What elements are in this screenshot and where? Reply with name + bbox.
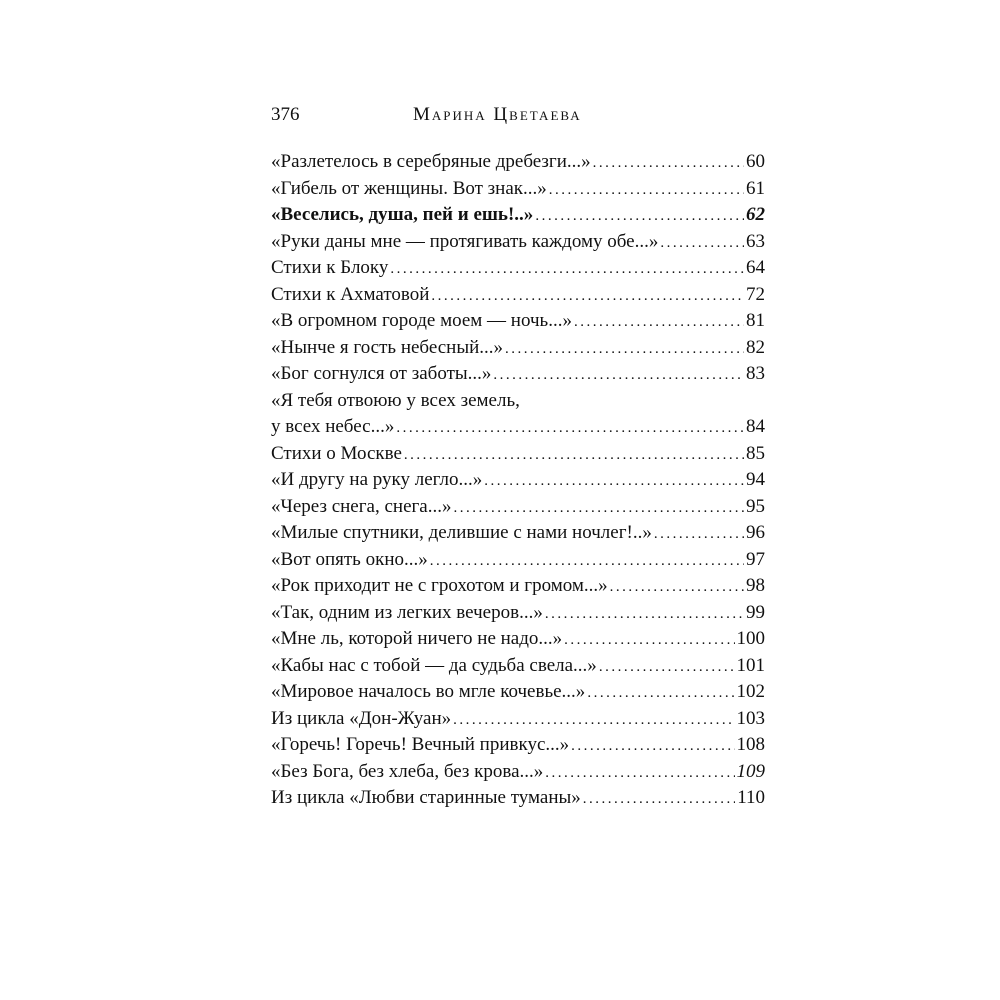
dot-leader bbox=[453, 500, 744, 517]
dot-leader bbox=[484, 473, 744, 490]
toc-entry-page: 96 bbox=[746, 522, 765, 543]
toc-entry-title: «Мировое началось во мгле кочевье...» bbox=[271, 681, 586, 702]
toc-entry bbox=[271, 602, 765, 629]
toc-entry bbox=[271, 363, 765, 390]
dot-leader bbox=[430, 553, 744, 570]
dot-leader bbox=[599, 659, 735, 676]
book-page bbox=[271, 104, 765, 808]
toc-entry bbox=[271, 284, 765, 311]
toc-entry-page: 64 bbox=[746, 257, 765, 278]
toc-entry bbox=[271, 628, 765, 655]
toc-entry bbox=[271, 337, 765, 364]
toc-entry-title: «Нынче я гость небесный...» bbox=[271, 336, 504, 358]
toc-entry-title: «И другу на руку легло...» bbox=[271, 469, 483, 490]
toc-entry-title: «Кабы нас с тобой — да судьба свела...» bbox=[271, 654, 597, 676]
dot-leader bbox=[660, 235, 744, 252]
toc-entry bbox=[271, 310, 765, 337]
toc-entry-page: 62 bbox=[746, 204, 765, 225]
toc-entry-page: 108 bbox=[736, 734, 765, 755]
toc-entry bbox=[271, 787, 765, 814]
toc-entry bbox=[271, 522, 765, 549]
toc-entry-title: «Мне ль, которой ничего не надо...» bbox=[271, 628, 563, 649]
dot-leader bbox=[404, 447, 744, 464]
toc-entry-page: 63 bbox=[746, 230, 765, 252]
toc-entry bbox=[271, 151, 765, 178]
toc-entry bbox=[271, 708, 765, 735]
toc-entry-title: «Рок приходит не с грохотом и громом...» bbox=[271, 575, 608, 596]
toc-entry-title: «Руки даны мне — протягивать каждому обе...» bbox=[271, 230, 659, 252]
toc-entry-page: 98 bbox=[746, 575, 765, 596]
toc-entry-title: «Горечь! Горечь! Вечный привкус...» bbox=[271, 734, 570, 755]
toc-entry-title-line1: «Я тебя отвоюю у всех земель, bbox=[271, 389, 520, 411]
toc-entry-page: 97 bbox=[746, 548, 765, 570]
toc-entry-page: 110 bbox=[737, 787, 765, 808]
toc-entry bbox=[271, 681, 765, 708]
running-title: Марина Цветаева bbox=[413, 104, 582, 125]
toc-entry bbox=[271, 257, 765, 284]
dot-leader bbox=[574, 314, 744, 331]
dot-leader bbox=[535, 208, 744, 225]
dot-leader bbox=[654, 526, 744, 543]
dot-leader bbox=[610, 579, 744, 596]
toc-entry bbox=[271, 575, 765, 602]
dot-leader bbox=[549, 182, 744, 199]
toc-entry-page: 95 bbox=[746, 495, 765, 517]
toc-entry bbox=[271, 443, 765, 470]
toc-entry bbox=[271, 655, 765, 682]
toc-entry-page: 82 bbox=[746, 336, 765, 358]
toc-entry-title: Из цикла «Любви старинные туманы» bbox=[271, 787, 581, 808]
toc-entry bbox=[271, 496, 765, 523]
dot-leader bbox=[593, 155, 744, 172]
toc-entry-page: 83 bbox=[746, 363, 765, 384]
toc-entry-title: «Вот опять окно...» bbox=[271, 548, 428, 570]
dot-leader bbox=[545, 606, 744, 623]
dot-leader bbox=[583, 791, 735, 808]
toc-entry-page: 102 bbox=[736, 681, 765, 702]
dot-leader bbox=[505, 341, 744, 358]
toc-entry bbox=[271, 734, 765, 761]
toc-entry-page: 85 bbox=[746, 442, 765, 464]
dot-leader bbox=[431, 288, 744, 305]
dot-leader bbox=[564, 632, 734, 649]
toc-entry-page: 81 bbox=[746, 310, 765, 331]
page-header bbox=[271, 104, 765, 134]
toc-entry-title: Из цикла «Дон-Жуан» bbox=[271, 707, 452, 729]
toc-entry bbox=[271, 549, 765, 576]
toc-entry bbox=[271, 178, 765, 205]
toc-entry-page: 99 bbox=[746, 601, 765, 623]
toc-entry bbox=[271, 761, 765, 788]
dot-leader bbox=[587, 685, 734, 702]
toc-entry-title: Стихи о Москве bbox=[271, 442, 402, 464]
page-number: 376 bbox=[271, 104, 300, 125]
toc-entry-title: «Гибель от женщины. Вот знак...» bbox=[271, 177, 547, 199]
toc-entry-page: 100 bbox=[736, 628, 765, 649]
toc-entry-title: «Милые спутники, делившие с нами ночлег!..» bbox=[271, 522, 652, 543]
dot-leader bbox=[453, 712, 734, 729]
toc-entry-page: 72 bbox=[746, 283, 765, 305]
toc-entry-page: 60 bbox=[746, 151, 765, 172]
dot-leader bbox=[396, 420, 744, 437]
toc-entry bbox=[271, 231, 765, 258]
toc-entry-title: «Бог согнулся от заботы...» bbox=[271, 363, 492, 384]
toc-entry-title: «Веселись, душа, пей и ешь!..» bbox=[271, 204, 534, 225]
toc-entry-page: 109 bbox=[736, 760, 765, 782]
toc-entry-title: Стихи к Ахматовой bbox=[271, 283, 430, 305]
toc-entry-title: «Без Бога, без хлеба, без крова...» bbox=[271, 760, 544, 782]
toc-entry bbox=[271, 469, 765, 496]
toc-entry-page: 94 bbox=[746, 469, 765, 490]
toc-entry-title: «Разлетелось в серебряные дребезги...» bbox=[271, 151, 591, 172]
dot-leader bbox=[390, 261, 744, 278]
toc-entry-page: 61 bbox=[746, 177, 765, 199]
toc-entry-title: Стихи к Блоку bbox=[271, 257, 389, 278]
dot-leader bbox=[493, 367, 744, 384]
toc-entry bbox=[271, 204, 765, 231]
dot-leader bbox=[545, 765, 734, 782]
toc-entry bbox=[271, 416, 765, 443]
toc-entry-title: «Так, одним из легких вечеров...» bbox=[271, 601, 543, 623]
dot-leader bbox=[571, 738, 734, 755]
toc-entry-title: «Через снега, снега...» bbox=[271, 495, 452, 517]
toc-entry-page: 101 bbox=[736, 654, 765, 676]
table-of-contents bbox=[271, 151, 765, 814]
toc-entry-page: 103 bbox=[736, 707, 765, 729]
toc-entry-title: «В огромном городе моем — ночь...» bbox=[271, 310, 572, 331]
toc-entry-page: 84 bbox=[746, 416, 765, 437]
toc-entry-first-line bbox=[271, 390, 765, 417]
toc-entry-title: у всех небес...» bbox=[271, 416, 395, 437]
